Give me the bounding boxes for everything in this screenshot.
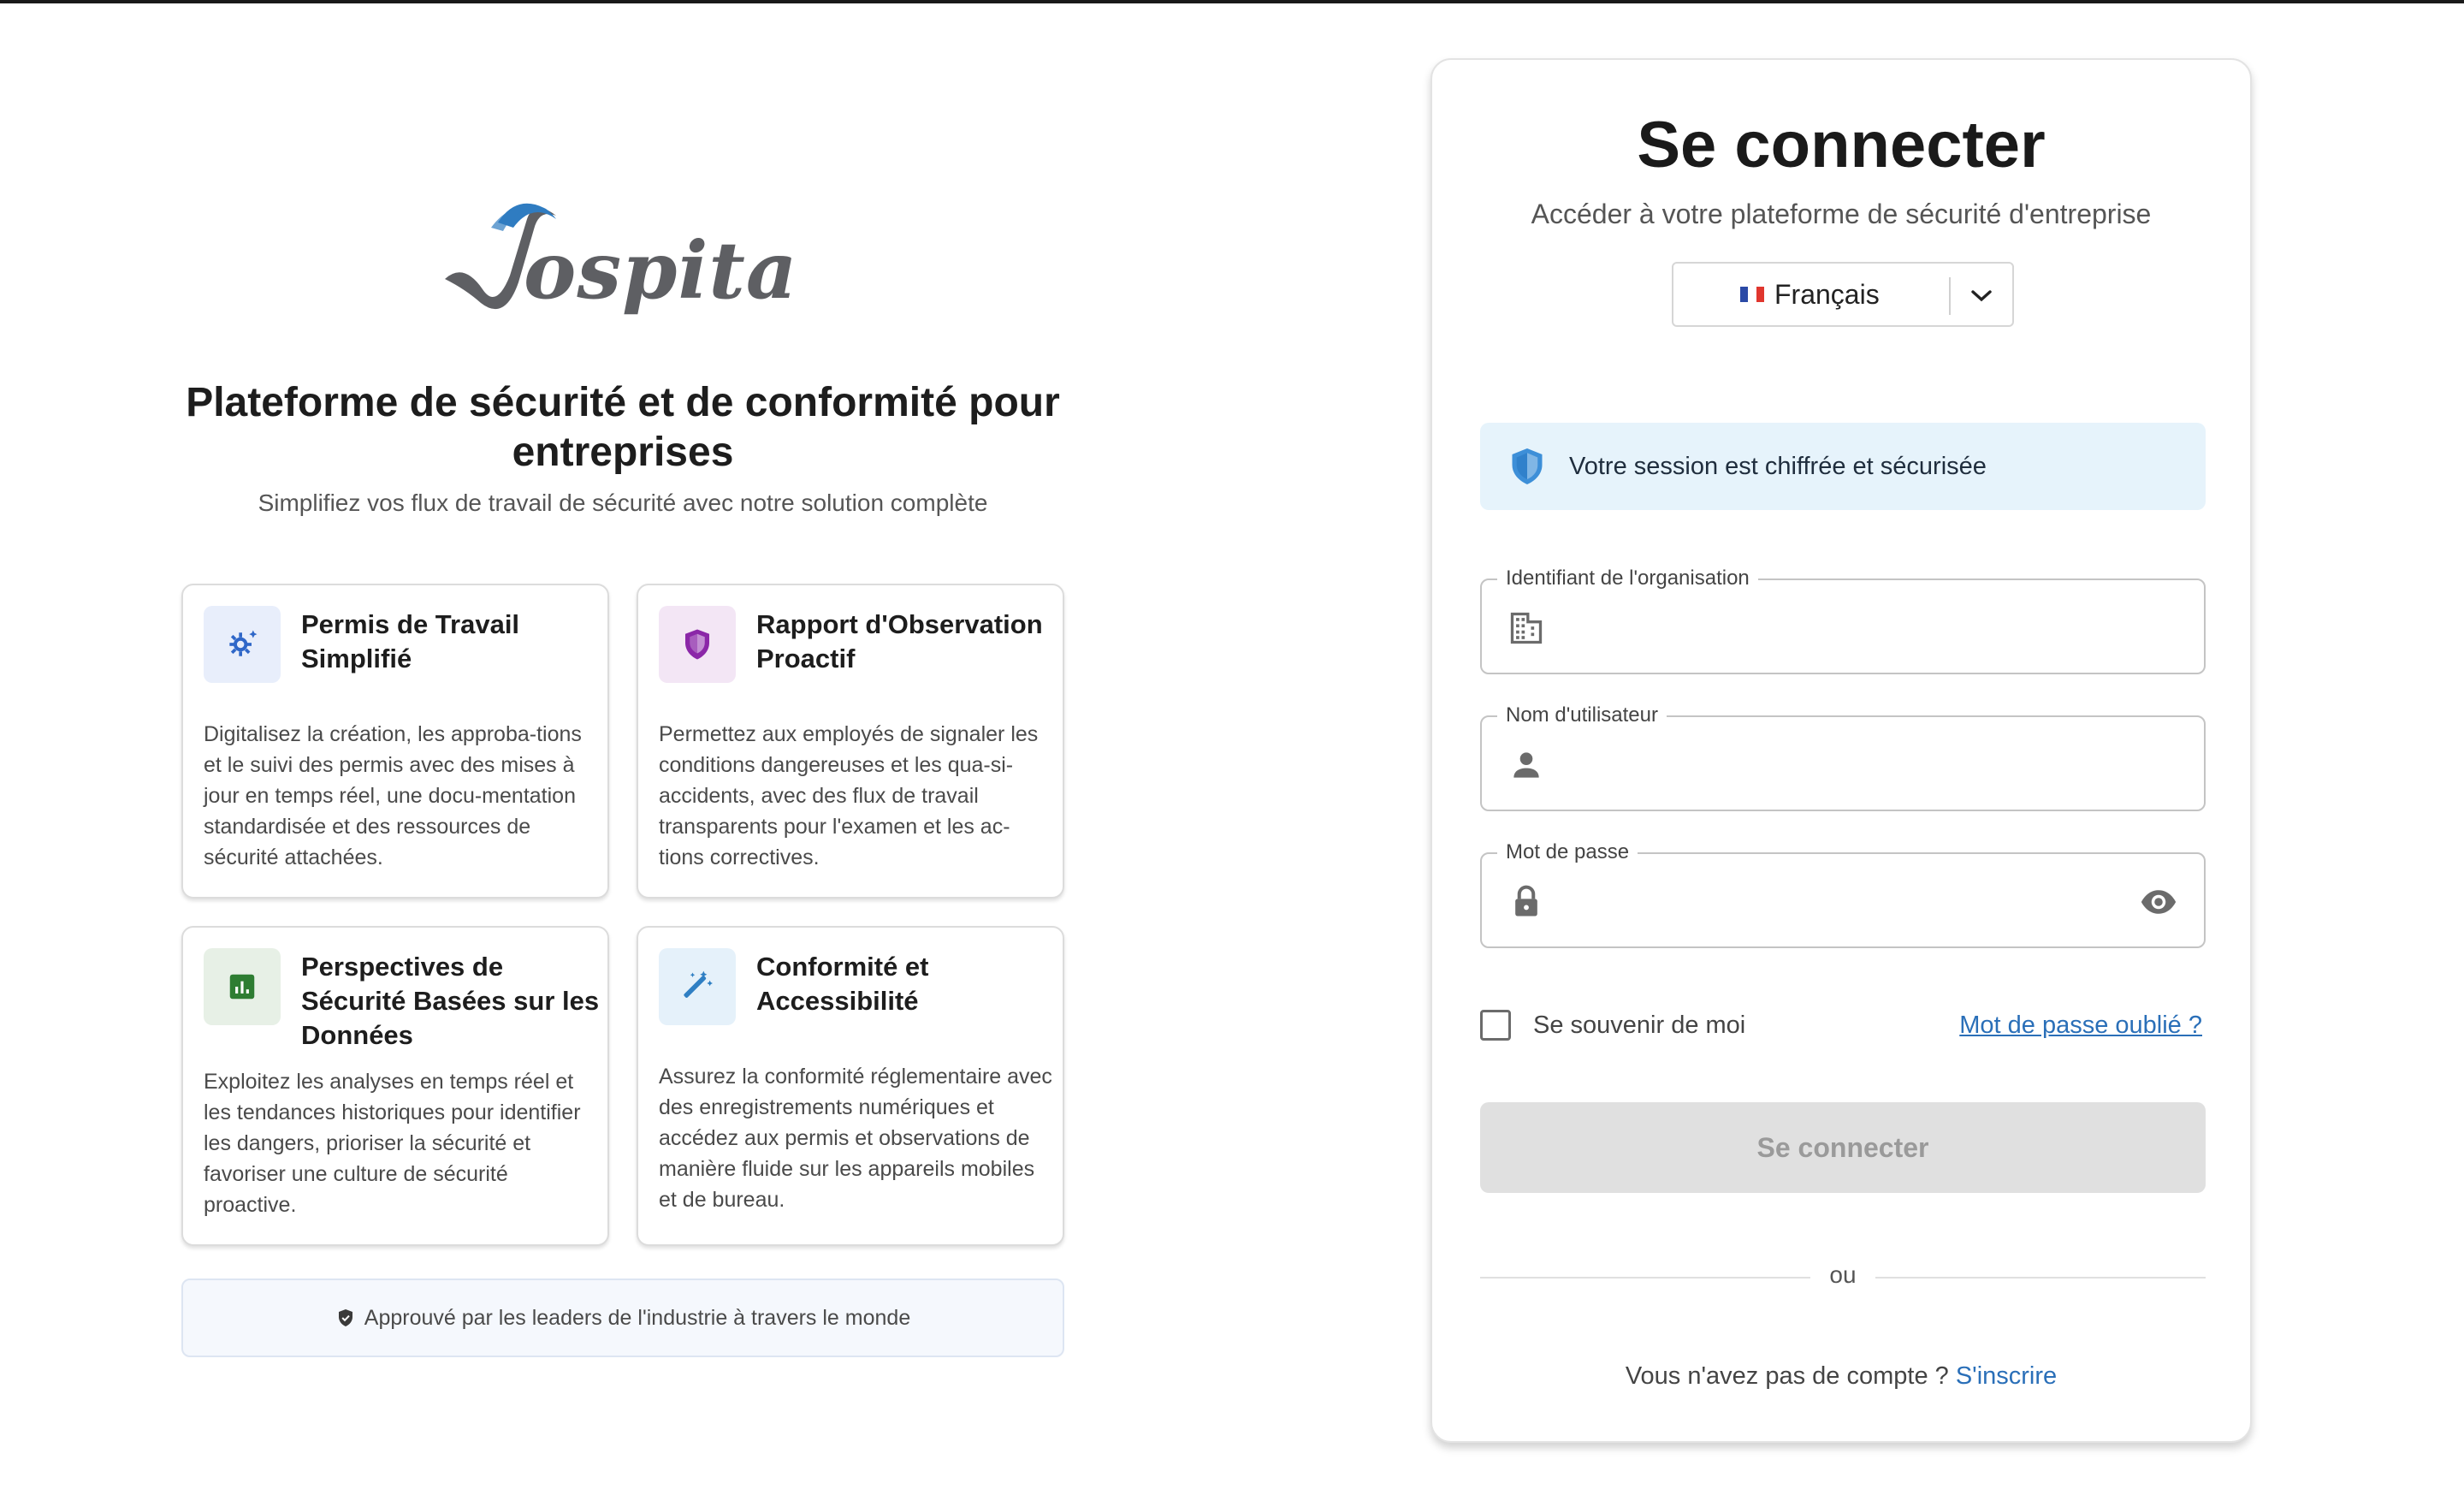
feature-description: Permettez aux employés de signaler les conditions dangereuses et les qua-si-accidents, avec des flux de travail transparents pour l'examen et les ac-tions correctives.: [659, 722, 1039, 869]
signup-prompt: [1432, 1362, 2250, 1391]
feature-title: Perspectives de Sécurité Basées sur les Données: [301, 952, 600, 1050]
shield-check-icon: [335, 1307, 356, 1329]
shield-icon: [679, 626, 715, 662]
feature-icon-box: [659, 948, 736, 1025]
password-label: Mot de passe: [1497, 840, 1638, 864]
remember-me-label[interactable]: Se souvenir de moi: [1533, 1011, 1746, 1039]
login-subtitle: Accéder à votre plateforme de sécurité d'entreprise: [1531, 199, 2152, 229]
feature-card-observation: [637, 584, 1064, 899]
bar-chart-icon: [226, 970, 258, 1003]
feature-card-permits: [181, 584, 609, 899]
username-input[interactable]: [1564, 734, 2112, 794]
divider-line: [1875, 1277, 2206, 1279]
feature-card-compliance: [637, 926, 1064, 1246]
password-field[interactable]: [1480, 840, 2206, 948]
top-border: [0, 0, 2464, 3]
organization-input[interactable]: [1564, 597, 2112, 657]
feature-icon-box: [204, 606, 281, 683]
logo-wordmark: ospita: [524, 224, 798, 317]
feature-icon-box: [204, 948, 281, 1025]
trust-banner: [181, 1279, 1064, 1357]
shield-icon: [1509, 447, 1545, 486]
security-notice-text: Votre session est chiffrée et sécurisée: [1569, 452, 1987, 480]
password-input[interactable]: [1564, 871, 2112, 931]
trust-banner-text: Approuvé par les leaders de l'industrie à travers le monde: [364, 1305, 911, 1330]
language-value: Français: [1774, 278, 1880, 310]
login-card: [1430, 58, 2252, 1443]
organization-field[interactable]: [1480, 567, 2206, 674]
username-label: Nom d'utilisateur: [1497, 703, 1667, 727]
select-separator: [1949, 277, 1951, 315]
building-icon: [1507, 609, 1545, 647]
brand-logo: [438, 193, 814, 322]
lock-icon: [1507, 883, 1545, 921]
or-divider: [1480, 1261, 2206, 1296]
signup-link[interactable]: S'inscrire: [1955, 1362, 2058, 1390]
hero-headline: Plateforme de sécurité et de conformité pour entreprises: [186, 380, 1060, 475]
feature-title: Rapport d'Observation Proactif: [756, 609, 1043, 673]
language-select[interactable]: [1672, 262, 2014, 327]
remember-me[interactable]: [1480, 1010, 1745, 1041]
divider-text: ou: [1829, 1261, 1857, 1288]
feature-description: Exploitez les analyses en temps réel et les tendances historiques pour identifier les dangers, prioriser la sécurité et favoriser une culture de sécurité proactive.: [204, 1070, 581, 1217]
feature-description: Assurez la conformité réglementaire avec des enregistrements numériques et accédez aux permis et observations de manière fluide sur les appareils mobiles et de bureau.: [659, 1065, 1052, 1212]
remember-me-checkbox[interactable]: [1480, 1010, 1511, 1041]
login-button[interactable]: Se connecter: [1480, 1102, 2206, 1193]
security-notice: [1480, 423, 2206, 510]
organization-label: Identifiant de l'organisation: [1497, 567, 1758, 590]
feature-title: Conformité et Accessibilité: [756, 952, 929, 1016]
forgot-password-link[interactable]: Mot de passe oublié ?: [1959, 1012, 2202, 1039]
feature-icon-box: [659, 606, 736, 683]
eye-icon[interactable]: [2137, 883, 2180, 921]
feature-title: Permis de Travail Simplifié: [301, 609, 520, 673]
no-account-text: Vous n'avez pas de compte ?: [1625, 1362, 1949, 1390]
hero-subheadline: Simplifiez vos flux de travail de sécurité avec notre solution complète: [258, 489, 988, 516]
chevron-down-icon[interactable]: [1964, 281, 1999, 311]
gear-sparkle-icon: [223, 626, 261, 663]
fr-flag-icon: [1740, 287, 1764, 302]
feature-card-insights: [181, 926, 609, 1246]
person-icon: [1507, 746, 1545, 784]
username-field[interactable]: [1480, 703, 2206, 811]
login-title: Se connecter: [1637, 109, 2046, 181]
feature-description: Digitalisez la création, les approba-tions et le suivi des permis avec des mises à jour en temps réel, une docu-mentation standardisée et des ressources de sécurité attachées.: [204, 722, 582, 869]
magic-wand-icon: [678, 968, 716, 1006]
